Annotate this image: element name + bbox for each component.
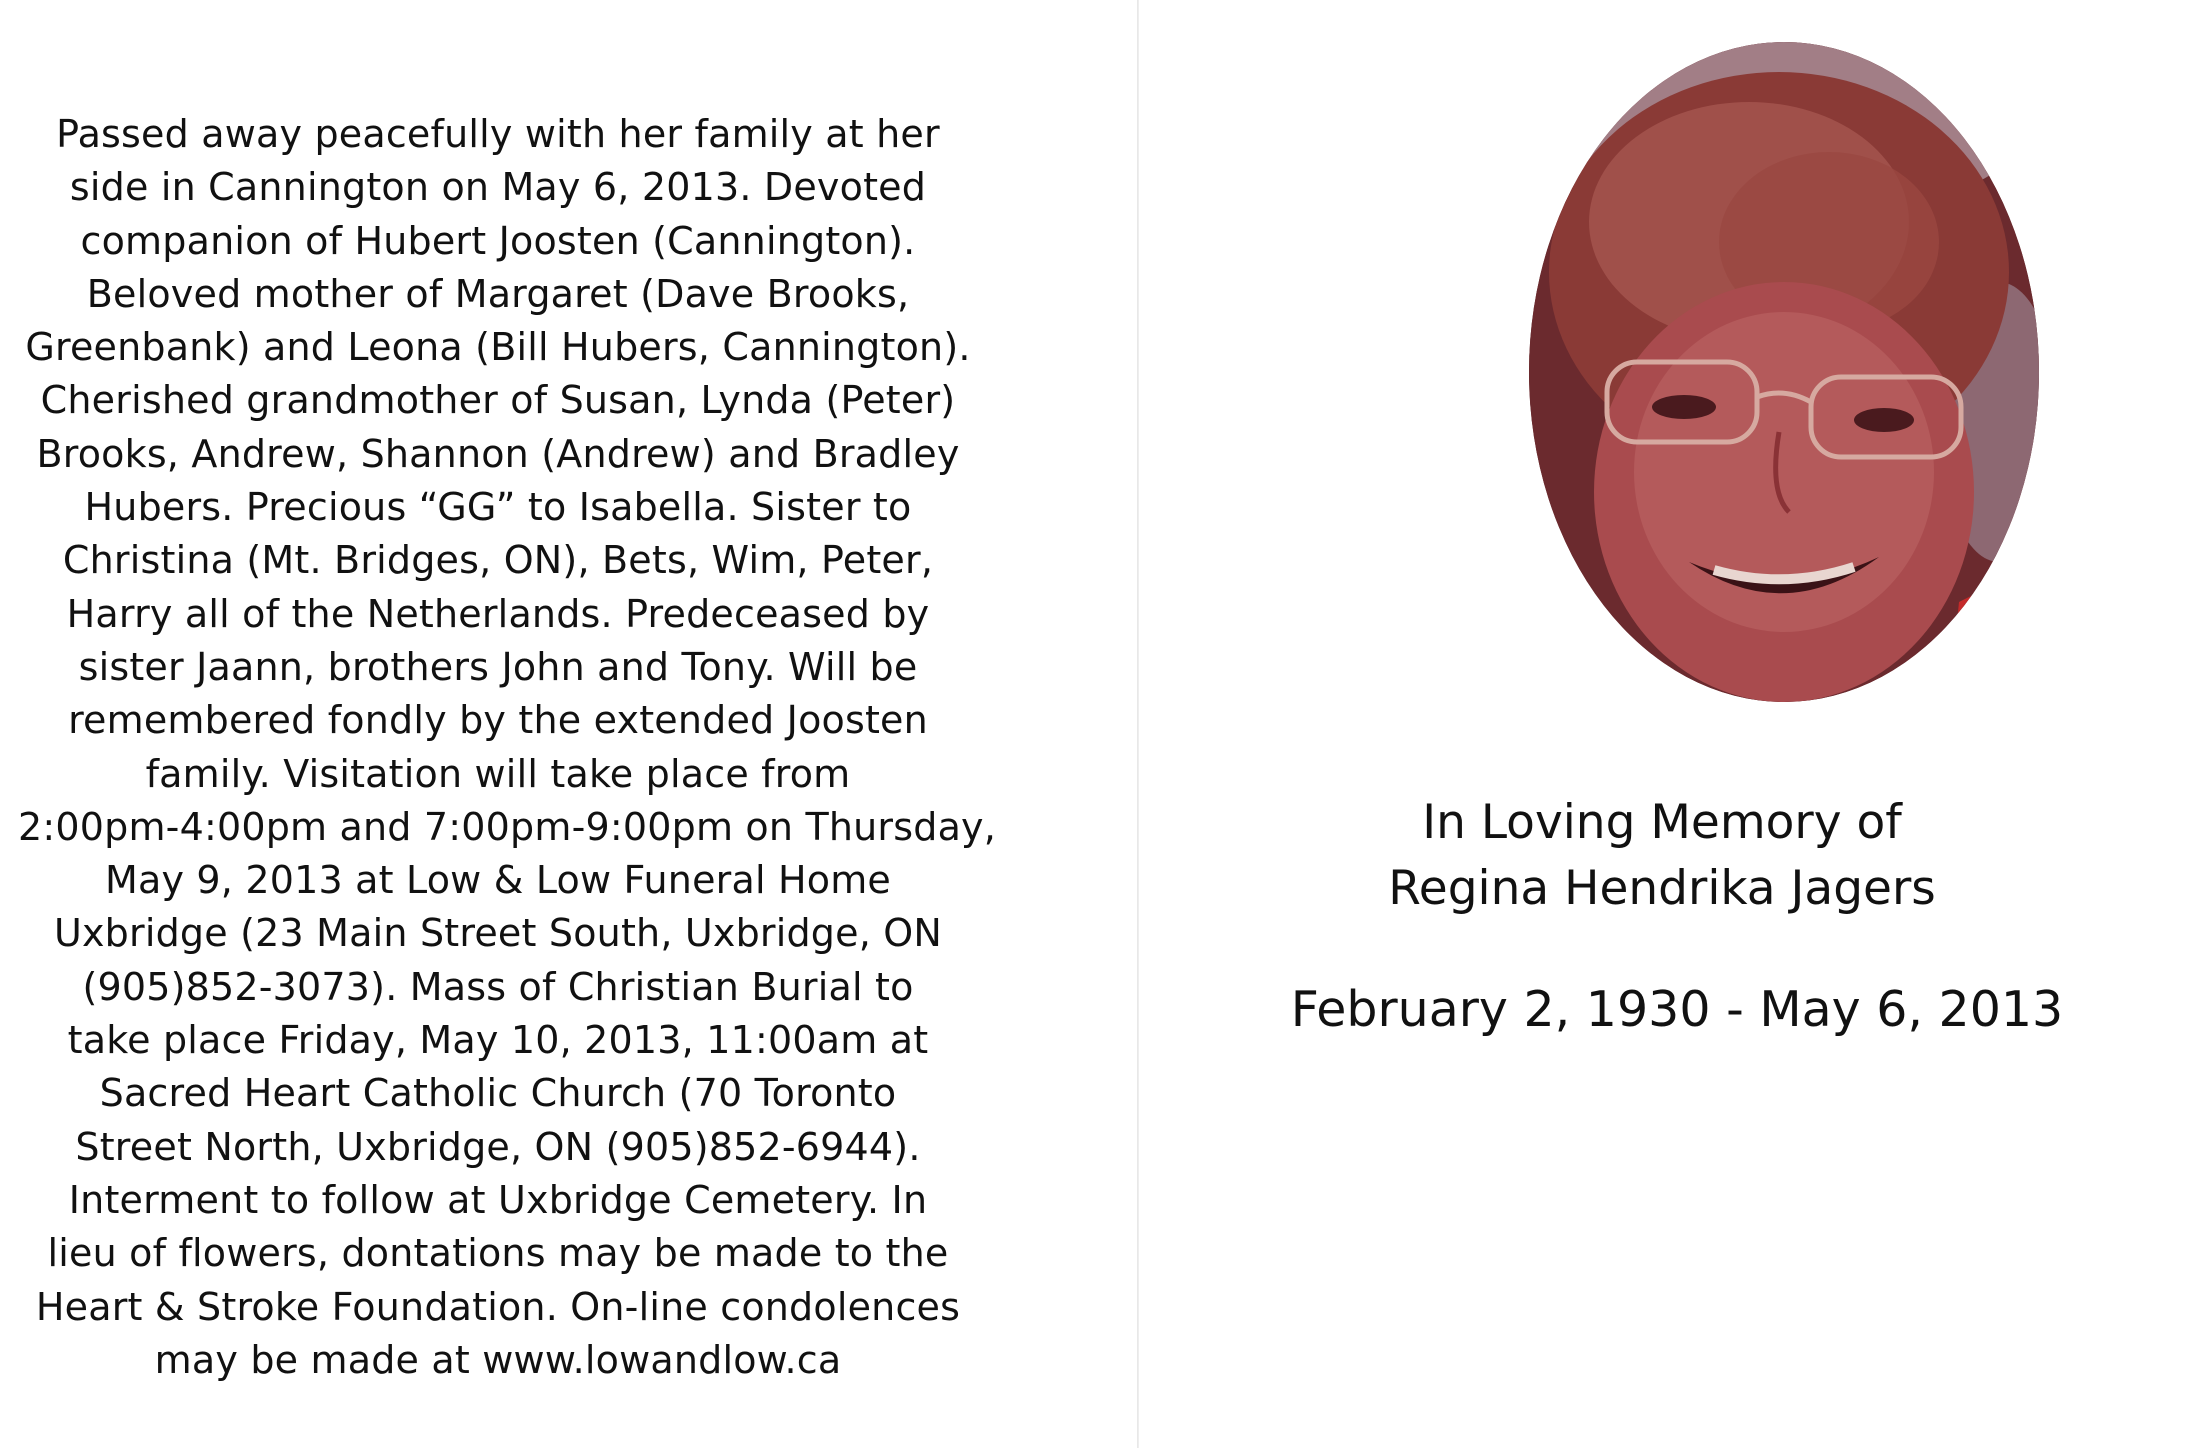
obituary-line: companion of Hubert Joosten (Cannington). — [80, 218, 916, 263]
obituary-line: (905)852-3073). Mass of Christian Burial to — [82, 964, 914, 1009]
obituary-line: Christina (Mt. Bridges, ON), Bets, Wim, Peter, — [62, 538, 934, 583]
obituary-line: Harry all of the Netherlands. Predeceased by — [66, 591, 930, 636]
obituary-text — [18, 108, 997, 1387]
obituary-line: Greenbank) and Leona (Bill Hubers, Cannington). — [25, 325, 971, 370]
life-dates: February 2, 1930 - May 6, 2013 — [1290, 981, 2064, 1038]
obituary-line: May 9, 2013 at Low & Low Funeral Home — [104, 858, 892, 903]
portrait-photo — [1529, 42, 2039, 702]
obituary-line: family. Visitation will take place from — [145, 751, 851, 796]
obituary-line: Cherished grandmother of Susan, Lynda (Peter) — [40, 378, 956, 423]
obituary-line: Sacred Heart Catholic Church (70 Toronto — [99, 1071, 897, 1116]
obituary-line: take place Friday, May 10, 2013, 11:00am at — [67, 1018, 929, 1063]
obituary-line: sister Jaann, brothers John and Tony. Will be — [78, 644, 918, 689]
obituary-line: Uxbridge (23 Main Street South, Uxbridge, ON — [53, 911, 942, 956]
obituary-line: Beloved mother of Margaret (Dave Brooks, — [86, 271, 910, 316]
memorial-heading — [1139, 790, 2185, 922]
obituary-line: Brooks, Andrew, Shannon (Andrew) and Bradley — [36, 431, 960, 476]
obituary-line: 2:00pm-4:00pm and 7:00pm-9:00pm on Thursday, — [18, 804, 997, 849]
right-panel — [1139, 0, 2185, 1448]
obituary-line: Hubers. Precious “GG” to Isabella. Sister to — [84, 485, 912, 530]
obituary-line: side in Cannington on May 6, 2013. Devoted — [69, 165, 927, 210]
deceased-name: Regina Hendrika Jagers — [1388, 861, 1936, 916]
obituary-line: Passed away peacefully with her family at her — [56, 112, 940, 156]
heading-line-in-loving-memory: In Loving Memory of — [1422, 795, 1902, 850]
obituary-line: remembered fondly by the extended Joosten — [68, 698, 928, 743]
obituary-line: Heart & Stroke Foundation. On-line condolences — [35, 1284, 961, 1329]
obituary-line: Street North, Uxbridge, ON (905)852-6944). — [75, 1124, 921, 1169]
obituary-line: Interment to follow at Uxbridge Cemetery. In — [68, 1177, 928, 1222]
obituary-line: lieu of flowers, dontations may be made to the — [47, 1231, 949, 1276]
obituary-line: may be made at www.lowandlow.ca — [154, 1337, 842, 1382]
